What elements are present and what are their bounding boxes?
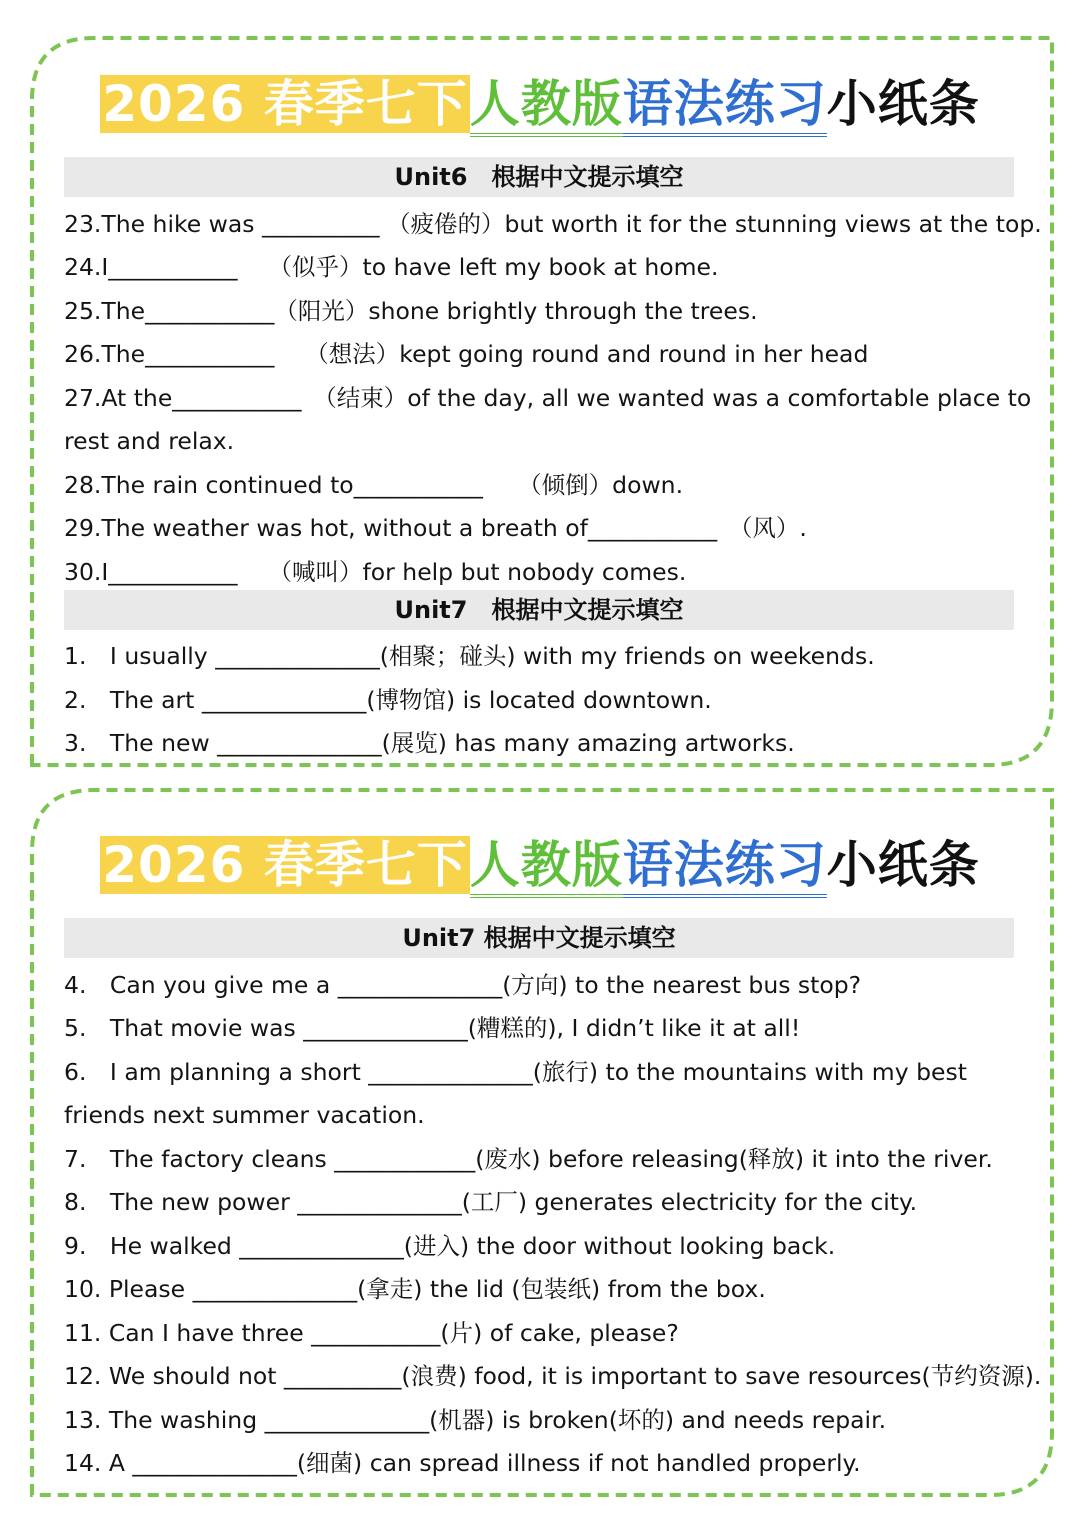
title-year: 2026 春季七下 <box>102 75 468 133</box>
title-topic: 语法练习 <box>623 836 827 898</box>
section-header-unit7: Unit7 根据中文提示填空 <box>64 590 1014 630</box>
title-tail: 小纸条 <box>826 75 980 133</box>
exercise-item: 8. The new power ______________(工厂) generates electricity for the city. <box>64 1188 918 1216</box>
section-header-unit6: Unit6 根据中文提示填空 <box>64 157 1014 197</box>
exercise-item: 25.The___________（阳光）shone brightly through the trees. <box>64 297 758 325</box>
exercise-item: 14. A ______________(细菌) can spread illness if not handled properly. <box>64 1449 861 1477</box>
exercise-item: 1. I usually ______________(相聚；碰头) with my friends on weekends. <box>64 642 875 670</box>
exercise-item: 6. I am planning a short ______________(旅行) to the mountains with my best <box>64 1058 967 1086</box>
exercise-item: 28.The rain continued to___________ （倾倒）down. <box>64 471 684 499</box>
title-tail: 小纸条 <box>826 836 980 894</box>
exercise-item: 27.At the___________ （结束）of the day, all we wanted was a comfortable place to <box>64 384 1032 412</box>
worksheet-card-2 <box>0 780 1080 1520</box>
exercise-item: 5. That movie was ______________(糟糕的), I didn’t like it at all! <box>64 1014 801 1042</box>
title-year: 2026 春季七下 <box>102 836 468 894</box>
exercise-item: 4. Can you give me a ______________(方向) to the nearest bus stop? <box>64 971 862 999</box>
exercise-item: 11. Can I have three ___________(片) of cake, please? <box>64 1319 679 1347</box>
exercise-item: 23.The hike was __________ （疲倦的）but worth it for the stunning views at the top. <box>64 210 1042 238</box>
page-title <box>0 68 1080 140</box>
exercise-item: 26.The___________ （想法）kept going round and round in her head <box>64 340 869 368</box>
exercise-item: 24.I___________ （似乎）to have left my book at home. <box>64 253 719 281</box>
title-edition: 人教版 <box>470 836 623 898</box>
page-title <box>0 829 1080 901</box>
exercise-item: 13. The washing ______________(机器) is broken(坏的) and needs repair. <box>64 1406 887 1434</box>
exercise-item: 7. The factory cleans ____________(废水) before releasing(释放) it into the river. <box>64 1145 993 1173</box>
exercise-item: friends next summer vacation. <box>64 1101 425 1129</box>
exercise-item: 30.I___________ （喊叫）for help but nobody comes. <box>64 558 687 586</box>
exercise-item: 12. We should not __________(浪费) food, it is important to save resources(节约资源). <box>64 1362 1042 1390</box>
exercise-item: 2. The art ______________(博物馆) is located downtown. <box>64 686 712 714</box>
exercise-item: 29.The weather was hot, without a breath of___________ （风）. <box>64 514 807 542</box>
section-header-unit7: Unit7 根据中文提示填空 <box>64 918 1014 958</box>
title-topic: 语法练习 <box>623 75 827 137</box>
exercise-item: 9. He walked ______________(进入) the door without looking back. <box>64 1232 836 1260</box>
exercise-item: 3. The new ______________(展览) has many amazing artworks. <box>64 729 795 757</box>
title-edition: 人教版 <box>470 75 623 137</box>
exercise-item: 10. Please ______________(拿走) the lid (包装纸) from the box. <box>64 1275 766 1303</box>
exercise-item: rest and relax. <box>64 427 235 455</box>
